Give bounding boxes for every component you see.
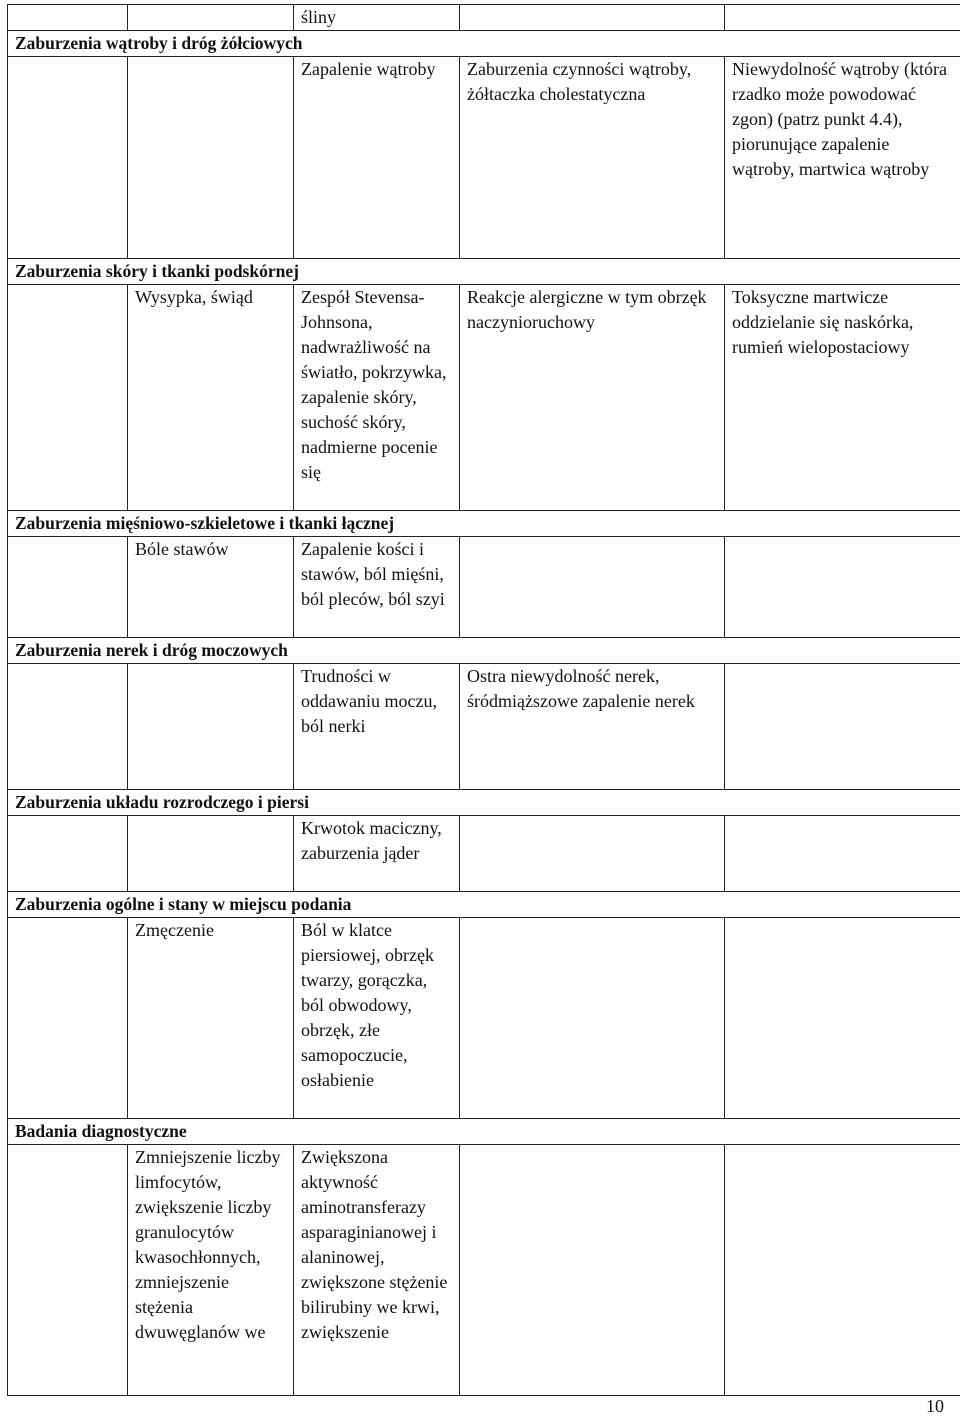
table-cell: Wysypka, świąd: [128, 285, 294, 511]
table-cell: Zmęczenie: [128, 918, 294, 1119]
table-cell: Toksyczne martwicze oddzielanie się naskórka, rumień wielopostaciowy: [725, 285, 960, 511]
page-number: 10: [926, 1396, 944, 1417]
table-cell: śliny: [294, 5, 460, 31]
table-cell: Zmniejszenie liczby limfocytów, zwiększenie liczby granulocytów kwasochłonnych, zmniejszenie stężenia dwuwęglanów we: [128, 1145, 294, 1396]
table-row: [8, 918, 960, 1119]
table-row: [8, 285, 960, 511]
table-cell: Niewydolność wątroby (która rzadko może powodować zgon) (patrz punkt 4.4), piorunujące zapalenie wątroby, martwica wątroby: [725, 57, 960, 259]
organ-class-heading: Badania diagnostyczne: [8, 1119, 960, 1145]
organ-class-heading: Zaburzenia mięśniowo-szkieletowe i tkanki łącznej: [8, 511, 960, 537]
table-row-organ-class: [8, 511, 960, 537]
table-row: [8, 1145, 960, 1396]
table-cell: Zapalenie kości i stawów, ból mięśni, ból pleców, ból szyi: [294, 537, 460, 638]
table-row: [8, 57, 960, 259]
table-row: [8, 5, 960, 31]
organ-class-heading: Zaburzenia wątroby i dróg żółciowych: [8, 31, 960, 57]
organ-class-heading: Zaburzenia układu rozrodczego i piersi: [8, 790, 960, 816]
table-cell: Trudności w oddawaniu moczu, ból nerki: [294, 664, 460, 790]
table-cell: Krwotok maciczny, zaburzenia jąder: [294, 816, 460, 892]
table-row-organ-class: [8, 790, 960, 816]
table-cell: Bóle stawów: [128, 537, 294, 638]
table-cell: Ostra niewydolność nerek, śródmiąższowe zapalenie nerek: [460, 664, 725, 790]
organ-class-heading: Zaburzenia ogólne i stany w miejscu podania: [8, 892, 960, 918]
table-cell: Zaburzenia czynności wątroby, żółtaczka cholestatyczna: [460, 57, 725, 259]
table-row-organ-class: [8, 259, 960, 285]
table-row: [8, 816, 960, 892]
table-cell: Zwiększona aktywność aminotransferazy asparaginianowej i alaninowej, zwiększone stężenie bilirubiny we krwi, zwiększenie: [294, 1145, 460, 1396]
table-row-organ-class: [8, 1119, 960, 1145]
table-row-organ-class: [8, 31, 960, 57]
table-cell: Ból w klatce piersiowej, obrzęk twarzy, gorączka, ból obwodowy, obrzęk, złe samopoczucie, osłabienie: [294, 918, 460, 1119]
adverse-reactions-table: [7, 4, 960, 1396]
table-cell: Zapalenie wątroby: [294, 57, 460, 259]
table-row-organ-class: [8, 638, 960, 664]
organ-class-heading: Zaburzenia nerek i dróg moczowych: [8, 638, 960, 664]
table-row-organ-class: [8, 892, 960, 918]
table-cell: Reakcje alergiczne w tym obrzęk naczynioruchowy: [460, 285, 725, 511]
table-cell: Zespół Stevensa-Johnsona, nadwrażliwość na światło, pokrzywka, zapalenie skóry, suchość skóry, nadmierne pocenie się: [294, 285, 460, 511]
table-row: [8, 537, 960, 638]
organ-class-heading: Zaburzenia skóry i tkanki podskórnej: [8, 259, 960, 285]
table-row: [8, 664, 960, 790]
